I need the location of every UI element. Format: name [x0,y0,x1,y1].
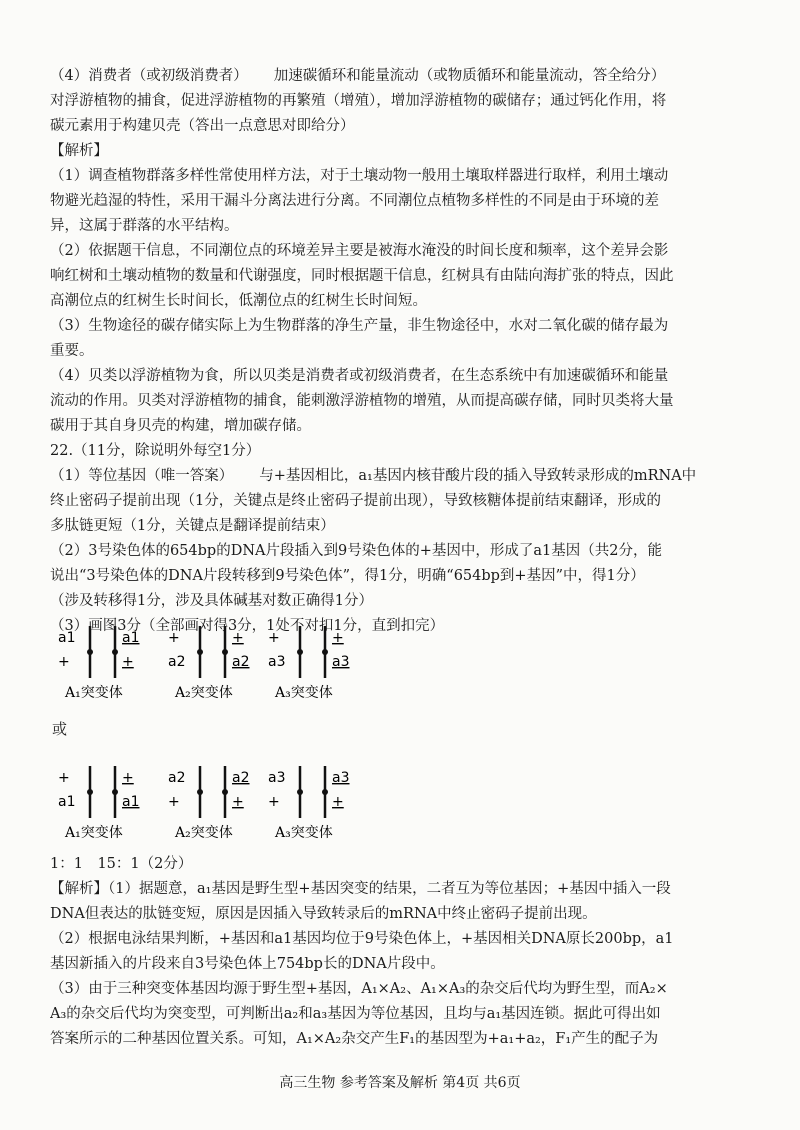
text-line: （2）依据题干信息，不同潮位点的环境差异主要是被海水淹没的时间长度和频率，这个差异会影 [50,243,669,259]
text-line: A₃的杂交后代均为突变型，可判断出a₂和a₃基因为等位基因，且均与a₁基因连锁。据此可得出如 [50,1006,661,1022]
text-line: （4）贝类以浮游植物为食，所以贝类是消费者或初级消费者，在生态系统中有加速碳循环和能量 [50,368,669,384]
mutant-caption: A₂突变体 [175,825,233,841]
allele-label: a2 [232,654,250,670]
text-line: （3）生物途径的碳存储实际上为生物群落的净生产量，非生物途径中，水对二氧化碳的储存最为 [50,318,669,334]
centromere-dot [112,649,118,655]
analysis-heading: 【解析】 [50,143,108,159]
allele-label: + [232,630,244,646]
text-line: （涉及转移得1分，涉及具体碱基对数正确得1分） [50,593,373,609]
centromere-dot [297,789,303,795]
allele-label: a2 [232,770,250,786]
allele-label: a1 [122,794,140,810]
text-line: 答案所示的二种基因位置关系。可知，A₁×A₂杂交产生F₁的基因型为+a₁+a₂，F₁产生的配子为 [50,1031,659,1047]
allele-label: + [268,630,280,646]
text-line: 基因新插入的片段来自3号染色体上754bp长的DNA片段中。 [50,956,445,972]
centromere-dot [197,649,203,655]
text-line: 异，这属于群落的水平结构。 [50,218,239,234]
q21-answer-block [50,64,762,639]
allele-label: a3 [268,654,286,670]
chromosome-diagram-a-svg [50,622,450,702]
text-line: （2）3号染色体的654bp的DNA片段插入到9号染色体的+基因中，形成了a1基因（共2分，能 [50,543,662,559]
text-line: 物避光趋湿的特性，采用干漏斗分离法进行分离。不同潮位点植物多样性的不同是由于环境的差 [50,193,659,209]
text-line: 碳用于其自身贝壳的构建，增加碳存储。 [50,418,311,434]
mutant-caption: A₃突变体 [275,825,333,841]
allele-label: + [232,794,244,810]
text-line: （2）根据电泳结果判断，+基因和a1基因均位于9号染色体上，+基因相关DNA原长200bp，a1 [50,931,674,947]
centromere-dot [87,789,93,795]
allele-label: + [268,794,280,810]
allele-label: a2 [168,654,186,670]
text-line: 流动的作用。贝类对浮游植物的捕食，能刺激浮游植物的增殖，从而提高碳存储，同时贝类将大量 [50,393,674,409]
text-line: （3）由于三种突变体基因均源于野生型+基因，A₁×A₂、A₁×A₃的杂交后代均为野生型，而A₂× [50,981,668,997]
question-22-heading: 22.（11分，除说明外每空1分） [50,443,261,459]
text-line: 说出“3号染色体的DNA片段转移到9号染色体”，得1分，明确“654bp到+基因”中，得1分） [50,568,645,584]
text-line: 【解析】（1）据题意，a₁基因是野生型+基因突变的结果，二者互为等位基因；+基因中插入一段 [50,881,671,897]
centromere-dot [297,649,303,655]
text-line: DNA但表达的肽链变短，原因是因插入导致转录后的mRNA中终止密码子提前出现。 [50,906,597,922]
text-line: 响红树和土壤动植物的数量和代谢强度，同时根据题干信息，红树具有由陆向海扩张的特点，因此 [50,268,674,284]
centromere-dot [222,649,228,655]
allele-label: a1 [122,630,140,646]
centromere-dot [87,649,93,655]
text-line: （3）画图3分（全部画对得3分，1处不对扣1分，直到扣完） [50,618,445,634]
text-line: 终止密码子提前出现（1分，关键点是终止密码子提前出现），导致核糖体提前结束翻译，形成的 [50,493,661,509]
allele-label: + [168,794,180,810]
allele-label: + [58,654,70,670]
allele-label: + [332,630,344,646]
or-connector: 或 [52,720,68,738]
chromosome-diagram-b-svg [50,762,450,842]
allele-label: + [122,654,134,670]
allele-label: + [58,770,70,786]
text-line: （4）消费者（或初级消费者） 加速碳循环和能量流动（或物质循环和能量流动，答全给分） [50,68,666,84]
chromosome-diagram-b [50,762,450,842]
mutant-caption: A₁突变体 [65,825,123,841]
allele-label: + [168,630,180,646]
allele-label: a3 [332,770,350,786]
page-footer: 高三生物 参考答案及解析 第4页 共6页 [279,1075,521,1091]
allele-label: a3 [332,654,350,670]
text-line: 碳元素用于构建贝壳（答出一点意思对即给分） [50,118,355,134]
centromere-dot [197,789,203,795]
allele-label: + [122,770,134,786]
allele-label: a1 [58,794,76,810]
text-line: 对浮游植物的捕食，促进浮游植物的再繁殖（增殖），增加浮游植物的碳储存；通过钙化作用，将 [50,93,667,109]
allele-label: a1 [58,630,76,646]
text-line: 重要。 [50,343,94,359]
centromere-dot [222,789,228,795]
ratio-answer: 1：1 15：1（2分） [50,856,193,872]
centromere-dot [112,789,118,795]
mutant-caption: A₂突变体 [175,685,233,701]
text-line: 多肽链更短（1分，关键点是翻译提前结束） [50,518,335,534]
text-line: （1）调查植物群落多样性常使用样方法，对于土壤动物一般用土壤取样器进行取样，利用土壤动 [50,168,669,184]
mutant-caption: A₁突变体 [65,685,123,701]
centromere-dot [322,649,328,655]
chromosome-diagram-a [50,622,450,702]
mutant-caption: A₃突变体 [275,685,333,701]
allele-label: + [332,794,344,810]
q22-analysis-block [50,852,762,1052]
allele-label: a3 [268,770,286,786]
text-line: （1）等位基因（唯一答案） 与+基因相比，a₁基因内核苷酸片段的插入导致转录形成的mRNA中 [50,468,697,484]
allele-label: a2 [168,770,186,786]
centromere-dot [322,789,328,795]
text-line: 高潮位点的红树生长时间长，低潮位点的红树生长时间短。 [50,293,427,309]
